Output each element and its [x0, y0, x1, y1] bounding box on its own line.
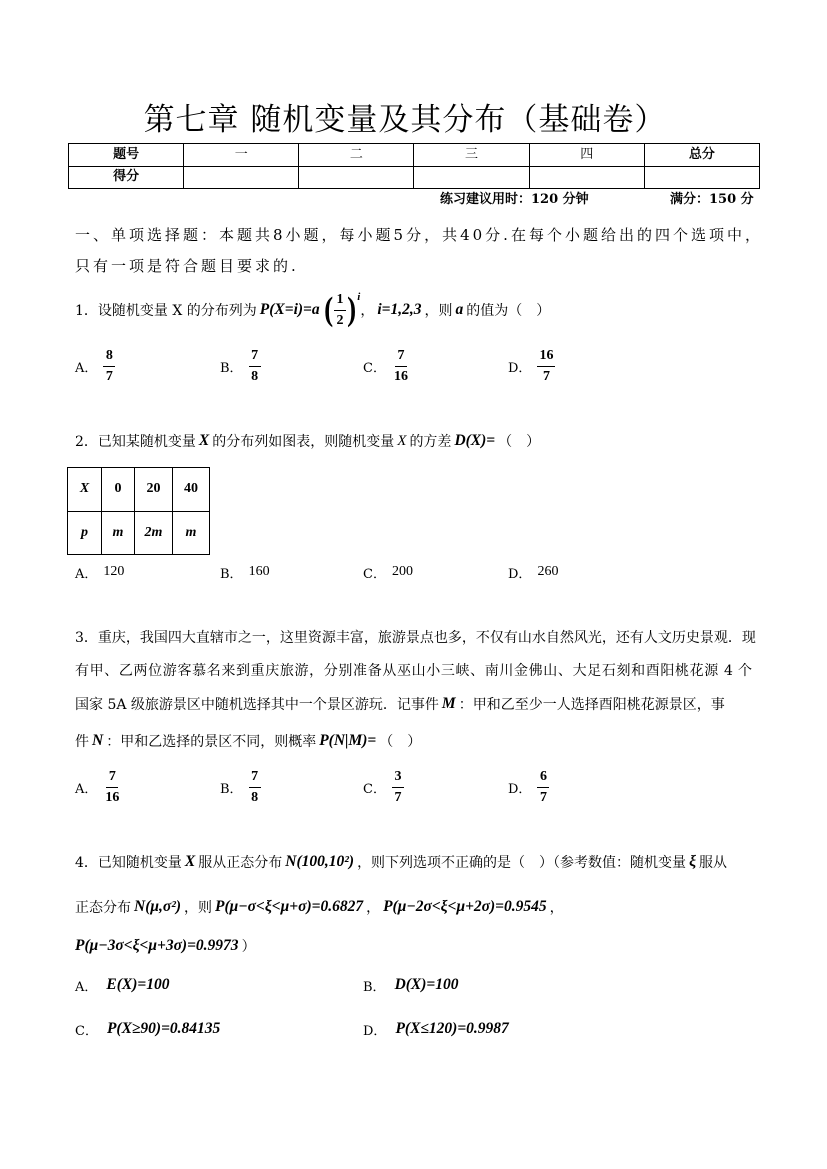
option-label: B．	[220, 360, 243, 376]
option-fraction	[537, 769, 549, 806]
q3-text: （ ）	[379, 734, 422, 750]
q1-text: ，	[360, 303, 375, 319]
q4-option-a	[75, 973, 172, 997]
option-formula: P(X≥90)=0.84135	[106, 1020, 221, 1037]
option-label: A．	[75, 566, 98, 582]
option-label: B．	[363, 979, 386, 995]
q1-formula: i=1,2,3	[377, 301, 422, 318]
q3-line-1: 3．重庆，我国四大直辖市之一，这里资源丰富，旅游景点也多，不仅有山水自然风光，还有人文历史景观．现	[75, 630, 756, 646]
score-header-section-3: 三	[414, 144, 529, 167]
fraction-denominator: 7	[539, 789, 547, 805]
fraction-denominator: 16	[105, 789, 120, 805]
score-header-section-4: 四	[529, 144, 644, 167]
q4-text: 服从正态分布	[198, 855, 283, 871]
q4-option-c	[75, 1017, 223, 1041]
q2-option-b	[220, 561, 270, 583]
option-label: B．	[220, 781, 243, 797]
fraction-numerator: 8	[103, 348, 115, 367]
section-heading-text: 只有一项是符合题目要求的.	[75, 256, 299, 275]
fraction-numerator: 6	[537, 769, 549, 788]
q2-formula: D(X)=	[454, 432, 496, 449]
q2-option-d	[508, 561, 558, 583]
q4-text: ，	[549, 900, 564, 916]
score-cell	[644, 166, 759, 189]
question-1-stem	[75, 292, 550, 328]
option-value: 160	[248, 564, 270, 579]
score-table	[68, 143, 760, 189]
q3-option-d	[508, 766, 549, 808]
option-label: C．	[363, 566, 386, 582]
q1-option-b	[220, 345, 261, 387]
q2-text: 的方差	[409, 434, 452, 450]
q1-formula: P(X=i)=a	[259, 301, 320, 318]
q1-text: 的值为（ ）	[466, 303, 551, 319]
q2-text: 的分布列如图表，则随机变量	[212, 434, 395, 450]
option-label: C．	[363, 781, 386, 797]
table-cell: m	[102, 511, 135, 555]
table-cell: 40	[173, 468, 210, 512]
score-cell	[529, 166, 644, 189]
q3-option-a	[75, 766, 121, 808]
q1-option-a	[75, 345, 115, 387]
q4-text: ）	[241, 939, 256, 955]
option-label: B．	[220, 566, 243, 582]
q3-option-b	[220, 766, 261, 808]
option-fraction	[103, 348, 115, 385]
option-formula: P(X≤120)=0.9987	[395, 1020, 509, 1037]
q4-text: ，	[366, 900, 381, 916]
score-header-label: 题号	[69, 144, 184, 167]
option-value: 200	[391, 564, 413, 579]
page-title: 第七章 随机变量及其分布（基础卷）	[143, 102, 667, 138]
fraction-denominator: 7	[394, 789, 402, 805]
fraction-denominator: 8	[251, 368, 259, 384]
q4-formula: N(100,10²)	[285, 853, 355, 870]
q4-line-1	[75, 848, 727, 876]
q1-fraction	[334, 292, 346, 329]
score-table-score-row	[69, 166, 760, 189]
q1-text: ，则	[424, 303, 453, 319]
fraction-denominator: 7	[105, 368, 113, 384]
q1-fraction-numerator: 1	[334, 292, 346, 311]
option-label: C．	[75, 1023, 98, 1039]
q3-option-c	[363, 766, 404, 808]
q1-fraction-denominator: 2	[336, 312, 344, 328]
q2-option-c	[363, 561, 413, 583]
section-heading-line-1: 一、单项选择题：本题共8小题，每小题5分，共40分.在每个小题给出的四个选项中，	[75, 226, 763, 244]
fraction-numerator: 7	[106, 769, 118, 788]
q4-formula: N(μ,σ²)	[134, 898, 182, 915]
q4-formula: P(μ−2σ<ξ<μ+2σ)=0.9545	[383, 898, 547, 915]
q4-variable: X	[184, 853, 196, 870]
option-label: D．	[508, 360, 532, 376]
q2-text: （ ）	[498, 434, 541, 450]
q4-option-b	[363, 973, 462, 997]
q3-event-m: M	[441, 695, 456, 712]
option-label: D．	[508, 566, 532, 582]
option-label: A．	[75, 781, 98, 797]
q2-variable: X	[198, 432, 210, 449]
option-fraction	[392, 769, 404, 806]
table-cell: 20	[135, 468, 173, 512]
score-header-total: 总分	[644, 144, 759, 167]
q4-option-d	[363, 1017, 512, 1041]
option-value: 260	[537, 564, 559, 579]
q4-variable: ξ	[689, 853, 697, 870]
distribution-table	[67, 467, 210, 555]
table-cell: m	[173, 511, 210, 555]
q3-text: 国家 5A 级旅游景区中随机选择其中一个景区游玩．记事件	[75, 697, 439, 713]
score-row-label: 得分	[69, 166, 184, 189]
option-fraction	[249, 348, 261, 385]
table-cell: 0	[102, 468, 135, 512]
option-fraction	[537, 348, 555, 385]
q2-variable: X	[397, 432, 407, 449]
q2-option-a	[75, 561, 124, 583]
option-formula: D(X)=100	[394, 976, 459, 993]
q4-line-3	[75, 934, 256, 958]
q4-text: ，则下列选项不正确的是（ ）（参考数值：随机变量	[357, 855, 687, 871]
full-score: 满分：150 分	[670, 192, 754, 207]
option-formula: E(X)=100	[106, 976, 170, 993]
fraction-denominator: 16	[393, 368, 408, 384]
table-cell: 2m	[135, 511, 173, 555]
fraction-numerator: 7	[249, 769, 261, 788]
q1-variable: a	[455, 301, 464, 318]
q3-line-4	[75, 727, 421, 755]
option-label: A．	[75, 979, 98, 995]
score-cell	[299, 166, 414, 189]
suggested-time: 练习建议用时：120 分钟	[440, 192, 589, 207]
option-value: 120	[103, 564, 125, 579]
q3-text: ：甲和乙至少一人选择酉阳桃花源景区，事	[458, 697, 725, 713]
option-label: C．	[363, 360, 386, 376]
score-table-header-row	[69, 144, 760, 167]
score-header-section-2: 二	[299, 144, 414, 167]
option-fraction	[103, 769, 121, 806]
q1-paren-open: (	[323, 291, 333, 328]
q3-text: 件	[75, 734, 89, 750]
q3-event-n: N	[92, 732, 104, 749]
q3-formula: P(N|M)=	[319, 732, 377, 749]
option-fraction	[392, 348, 410, 385]
q2-text: 2．已知某随机变量	[75, 434, 196, 450]
fraction-numerator: 3	[392, 769, 404, 788]
fraction-numerator: 7	[395, 348, 407, 367]
q4-line-2	[75, 893, 564, 921]
q4-text: 4．已知随机变量	[75, 855, 182, 871]
question-2-stem	[75, 429, 540, 453]
fraction-numerator: 16	[537, 348, 555, 367]
table-row	[68, 468, 210, 512]
q1-option-d	[508, 345, 555, 387]
q1-option-c	[363, 345, 410, 387]
score-cell	[184, 166, 299, 189]
fraction-denominator: 8	[251, 789, 259, 805]
score-cell	[414, 166, 529, 189]
option-label: D．	[508, 781, 532, 797]
q1-text: 1．设随机变量 X 的分布列为	[75, 303, 257, 319]
fraction-denominator: 7	[542, 368, 550, 384]
q3-line-3	[75, 692, 725, 716]
table-row	[68, 511, 210, 555]
q3-line-2: 有甲、乙两位游客慕名来到重庆旅游，分别准备从巫山小三峡、南川金佛山、大足石刻和酉阳桃花源 4 个	[75, 663, 752, 679]
fraction-numerator: 7	[249, 348, 261, 367]
table-cell: p	[68, 511, 102, 555]
option-label: A．	[75, 360, 98, 376]
score-header-section-1: 一	[184, 144, 299, 167]
option-fraction	[249, 769, 261, 806]
q4-text: 正态分布	[75, 900, 131, 916]
q1-paren-close: )	[347, 291, 357, 328]
q4-formula: P(μ−3σ<ξ<μ+3σ)=0.9973	[75, 937, 239, 954]
q4-text: ，则	[184, 900, 213, 916]
q1-exponent: i	[357, 291, 361, 303]
q4-text: 服从	[699, 855, 728, 871]
q4-formula: P(μ−σ<ξ<μ+σ)=0.6827	[215, 898, 364, 915]
section-heading-line-2	[75, 254, 299, 276]
option-label: D．	[363, 1023, 387, 1039]
q3-text: ：甲和乙选择的景区不同，则概率	[106, 734, 317, 750]
table-cell: X	[68, 468, 102, 512]
